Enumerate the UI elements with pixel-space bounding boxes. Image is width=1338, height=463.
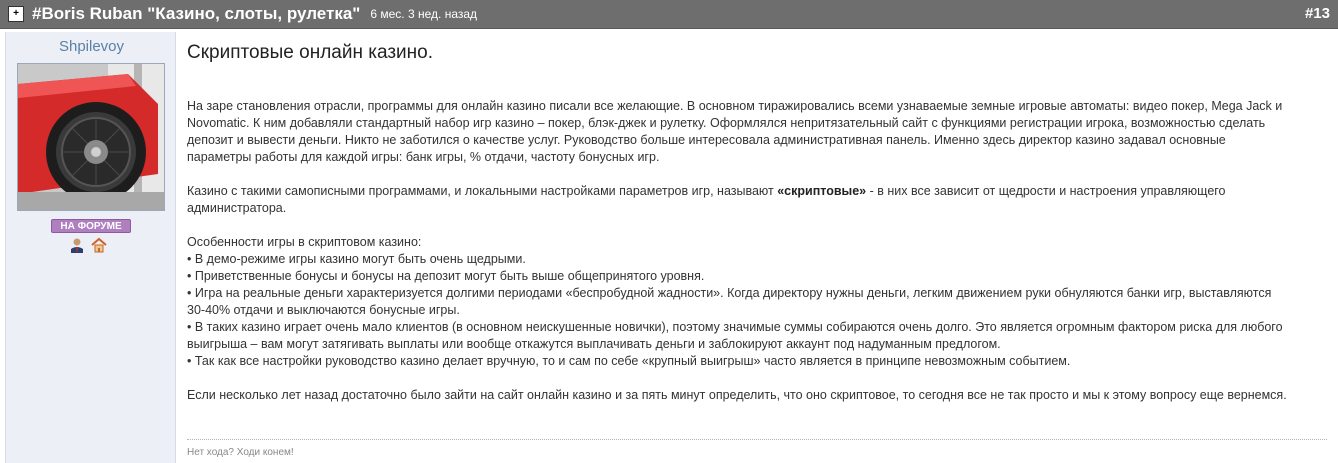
author-sidebar: [5, 32, 176, 463]
list-item: • Приветственные бонусы и бонусы на депозит могут быть выше общепринятого уровня.: [187, 269, 705, 283]
signature: Нет хода? Ходи конем!: [187, 447, 294, 458]
list-item: • В демо-режиме игры казино могут быть очень щедрыми.: [187, 252, 526, 266]
post-header: [0, 0, 1338, 29]
author-username[interactable]: Shpilevoy: [58, 38, 125, 55]
signature-divider: [187, 439, 1327, 440]
paragraph-scripted: Казино с такими самописными программами, и локальными настройками параметров игр, называют «скриптовые» - в них все зависит от щедрости и настроения управляющего администратора.: [187, 184, 1226, 215]
user-icon[interactable]: [69, 237, 85, 253]
avatar[interactable]: [17, 63, 165, 211]
expand-toggle-icon[interactable]: +: [8, 6, 24, 22]
post-time: 6 мес. 3 нед. назад: [370, 7, 478, 21]
list-item: • В таких казино играет очень мало клиентов (в основном неискушенные новички), поэтому значимые суммы собираются очень долго. Это является огромным фактором риска для любого выигрыша – вам могут затягивать выплаты или вообще откажутся выплачивать деньги и заблокируют аккаунт под надуманным предлогом.: [187, 320, 1283, 351]
bold-term: «скриптовые»: [777, 184, 867, 198]
list-item: • Так как все настройки руководство казино делает вручную, то и сам по себе «крупный выигрыш» часто является в принципе невозможным событием.: [187, 354, 1071, 368]
author-icons: [69, 237, 107, 253]
post-body: [187, 98, 1287, 404]
thread-title[interactable]: #Boris Ruban "Казино, слоты, рулетка": [32, 4, 361, 23]
post-number-link[interactable]: #13: [1304, 5, 1330, 22]
features-heading: Особенности игры в скриптовом казино:: [187, 235, 422, 249]
home-icon[interactable]: [91, 237, 107, 253]
online-status-badge: НА ФОРУМЕ: [51, 219, 131, 233]
paragraph-closing: Если несколько лет назад достаточно было зайти на сайт онлайн казино и за пять минут определить, что оно скриптовое, то сегодня все не так просто и мы к этому вопросу еще вернемся.: [187, 388, 1287, 402]
post-title: Скриптовые онлайн казино.: [187, 42, 433, 63]
paragraph-intro: На заре становления отрасли, программы для онлайн казино писали все желающие. В основном тиражировались всеми узнаваемые земные игровые автоматы: видео покер, Mega Jack и Novomatic. К ним добавляли стандартный набор игр казино – покер, блэк-джек и рулетку. Оформлялся непритязательный сайт с функциями регистрации игрока, возможностью сделать депозит и вывести деньги. Никто не заботился о качестве услуг. Руководство больше интересовала административная панель. Именно здесь директор казино задавал основные параметры работы для каждой игры: банк игры, % отдачи, частоту бонусных игр.: [187, 99, 1283, 164]
list-item: • Игра на реальные деньги характеризуется долгими периодами «беспробудной жадности». Когда директору нужны деньги, легким движением руки обнуляются банки игр, выставляются 30-40% отдачи и выключаются бонусные игры.: [187, 286, 1272, 317]
